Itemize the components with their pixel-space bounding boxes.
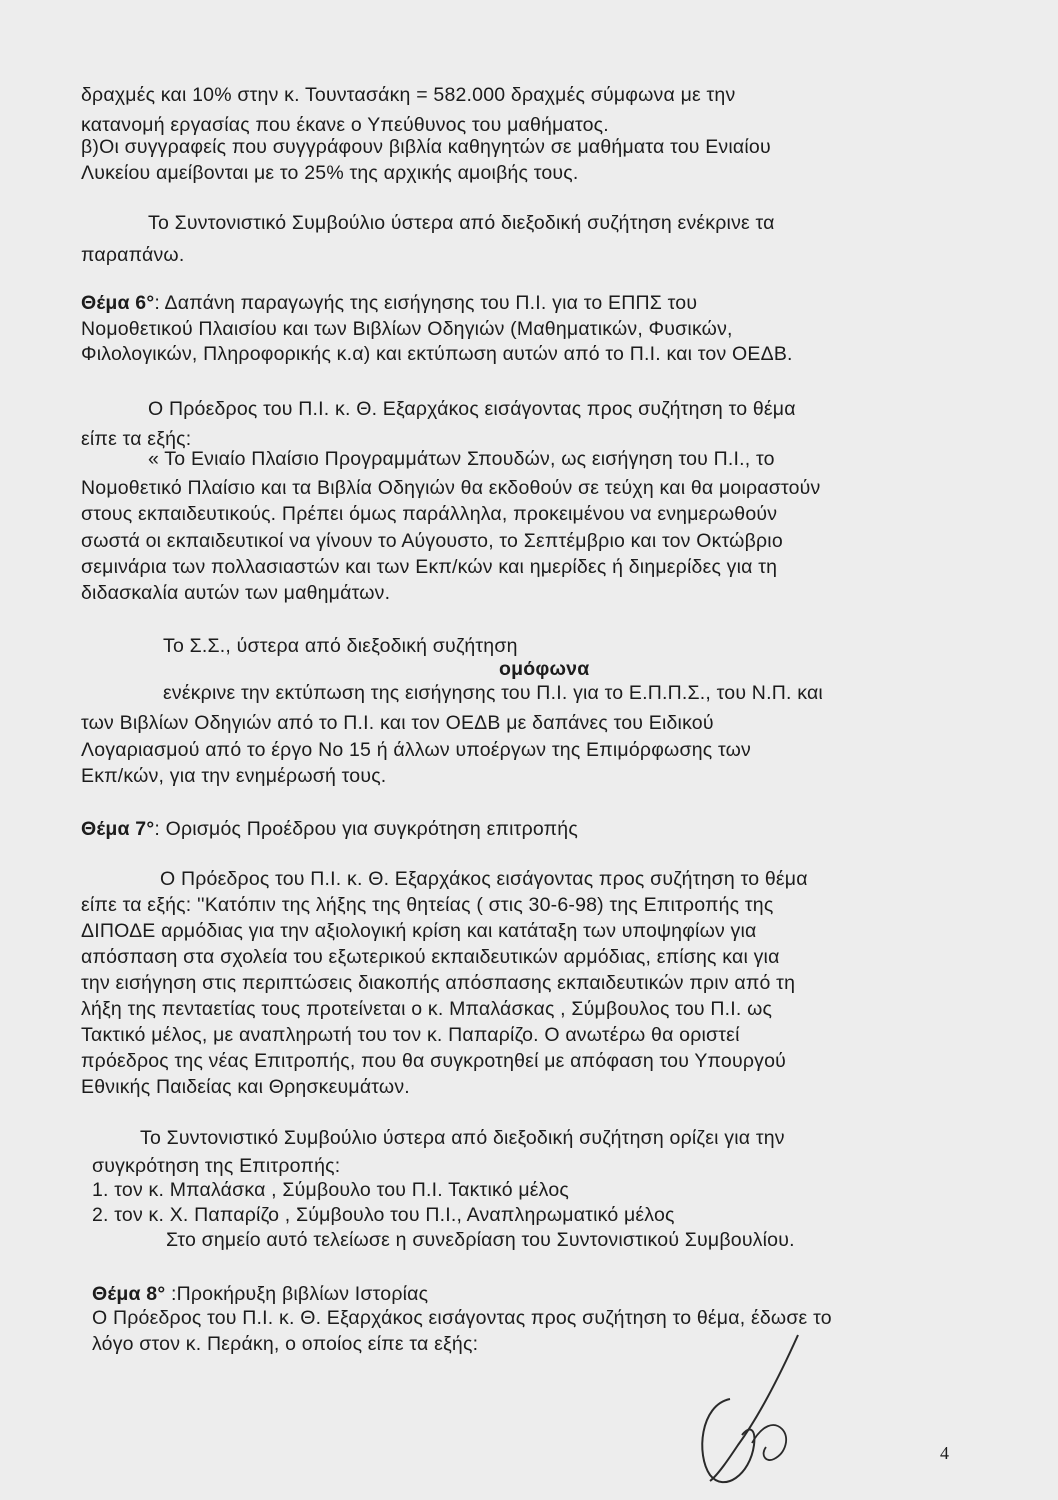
signature-drawing	[690, 1325, 830, 1485]
theme-8-heading-line	[92, 1285, 428, 1305]
text-line: ΔΙΠΟΔΕ αρμόδιας για την αξιολογική κρίση και κατάταξη των υποψηφίων για	[81, 920, 757, 942]
text-line: την εισήγηση στις περιπτώσεις διακοπής απόσπασης εκπαιδευτικών πριν από τη	[81, 972, 796, 994]
text-line: Νομοθετικό Πλαίσιο και τα Βιβλία Οδηγιών θα εκδοθούν σε τεύχη και θα μοιραστούν	[81, 477, 821, 499]
text-line: Λυκείου αμείβονται με το 25% της αρχικής αμοιβής τους.	[81, 162, 579, 184]
text-line: στους εκπαιδευτικούς. Πρέπει όμως παράλληλα, προκειμένου να ενημερωθούν	[81, 503, 778, 525]
text-line: συγκρότηση της Επιτροπής:	[92, 1155, 341, 1177]
text-line: είπε τα εξής: ''Κατόπιν της λήξης της θητείας ( στις 30-6-98) της Επιτροπής της	[81, 894, 774, 916]
text-line: ενέκρινε την εκτύπωση της εισήγησης του Π.Ι. για το Ε.Π.Π.Σ., του Ν.Π. και	[163, 682, 823, 704]
list-item-2: 2. τον κ. Χ. Παπαρίζο , Σύμβουλο του Π.Ι., Αναπληρωματικό μέλος	[92, 1204, 675, 1226]
text-line: Λογαριασμού από το έργο Νο 15 ή άλλων υποέργων της Επιμόρφωσης των	[81, 739, 751, 761]
theme-6-title: : Δαπάνη παραγωγής της εισήγησης του Π.Ι. για το ΕΠΠΣ του	[154, 292, 698, 314]
text-line: Ο Πρόεδρος του Π.Ι. κ. Θ. Εξαρχάκος εισάγοντας προς συζήτηση το θέμα	[160, 868, 808, 890]
theme-8-title: :Προκήρυξη βιβλίων Ιστορίας	[165, 1283, 429, 1305]
list-item-1: 1. τον κ. Μπαλάσκα , Σύμβουλο του Π.Ι. Τακτικό μέλος	[92, 1179, 569, 1201]
theme-6-heading-line	[81, 294, 697, 314]
theme-8-label: Θέμα 8°	[92, 1283, 166, 1305]
unanimous-label: ομόφωνα	[499, 658, 590, 680]
text-line: Το Συντονιστικό Συμβούλιο ύστερα από διεξοδική συζήτηση ορίζει για την	[140, 1127, 785, 1149]
text-line: σεμινάρια των πολλασιαστών και των Εκπ/κών και ημερίδες ή διημερίδες για τη	[81, 556, 778, 578]
page-number: 4	[940, 1443, 949, 1463]
theme-7-heading-line	[81, 820, 578, 840]
text-line: απόσπαση στα σχολεία του εξωτερικού εκπαιδευτικών αρμόδιας, επίσης και για	[81, 946, 780, 968]
text-line: Εθνικής Παιδείας και Θρησκευμάτων.	[81, 1076, 410, 1098]
text-line: δραχμές και 10% στην κ. Τουντασάκη = 582.000 δραχμές σύμφωνα με την	[81, 84, 736, 106]
text-line: « Το Ενιαίο Πλαίσιο Προγραμμάτων Σπουδών, ως εισήγηση του Π.Ι., το	[148, 448, 775, 470]
text-line: Νομοθετικού Πλαισίου και των Βιβλίων Οδηγιών (Μαθηματικών, Φυσικών,	[81, 318, 733, 340]
text-line: Εκπ/κών, για την ενημέρωσή τους.	[81, 765, 387, 787]
text-line: Στο σημείο αυτό τελείωσε η συνεδρίαση του Συντονιστικού Συμβουλίου.	[166, 1229, 795, 1251]
text-line: Ο Πρόεδρος του Π.Ι. κ. Θ. Εξαρχάκος εισάγοντας προς συζήτηση το θέμα	[148, 398, 796, 420]
text-line: πρόεδρος της νέας Επιτροπής, που θα συγκροτηθεί με απόφαση του Υπουργού	[81, 1050, 786, 1072]
text-line: Το Σ.Σ., ύστερα από διεξοδική συζήτηση	[163, 635, 518, 657]
text-line: λήξη της πενταετίας τους προτείνεται ο κ. Μπαλάσκας , Σύμβουλος του Π.Ι. ως	[81, 998, 773, 1020]
theme-7-title: : Ορισμός Προέδρου για συγκρότηση επιτροπής	[154, 818, 578, 840]
text-line: Τακτικό μέλος, με αναπληρωτή του τον κ. Παπαρίζο. Ο ανωτέρω θα οριστεί	[81, 1024, 740, 1046]
text-line: διδασκαλία αυτών των μαθημάτων.	[81, 582, 391, 604]
text-line: Φιλολογικών, Πληροφορικής κ.α) και εκτύπωση αυτών από το Π.Ι. και τον ΟΕΔΒ.	[81, 343, 793, 365]
text-line: Ο Πρόεδρος του Π.Ι. κ. Θ. Εξαρχάκος εισάγοντας προς συζήτηση το θέμα, έδωσε το	[92, 1307, 832, 1329]
text-line: β)Οι συγγραφείς που συγγράφουν βιβλία καθηγητών σε μαθήματα του Ενιαίου	[81, 136, 771, 158]
text-line: παραπάνω.	[81, 244, 185, 266]
text-line: Το Συντονιστικό Συμβούλιο ύστερα από διεξοδική συζήτηση ενέκρινε τα	[148, 212, 775, 234]
text-line: των Βιβλίων Οδηγιών από το Π.Ι. και τον ΟΕΔΒ με δαπάνες του Ειδικού	[81, 712, 714, 734]
text-line: σωστά οι εκπαιδευτικοί να γίνουν το Αύγουστο, το Σεπτέμβριο και τον Οκτώβριο	[81, 530, 783, 552]
theme-7-label: Θέμα 7°	[81, 818, 155, 840]
theme-6-label: Θέμα 6°	[81, 292, 155, 314]
text-line: κατανομή εργασίας που έκανε ο Υπεύθυνος του μαθήματος.	[81, 114, 609, 136]
text-line: είπε τα εξής:	[81, 428, 192, 450]
text-line: λόγο στον κ. Περάκη, ο οποίος είπε τα εξής:	[92, 1333, 479, 1355]
